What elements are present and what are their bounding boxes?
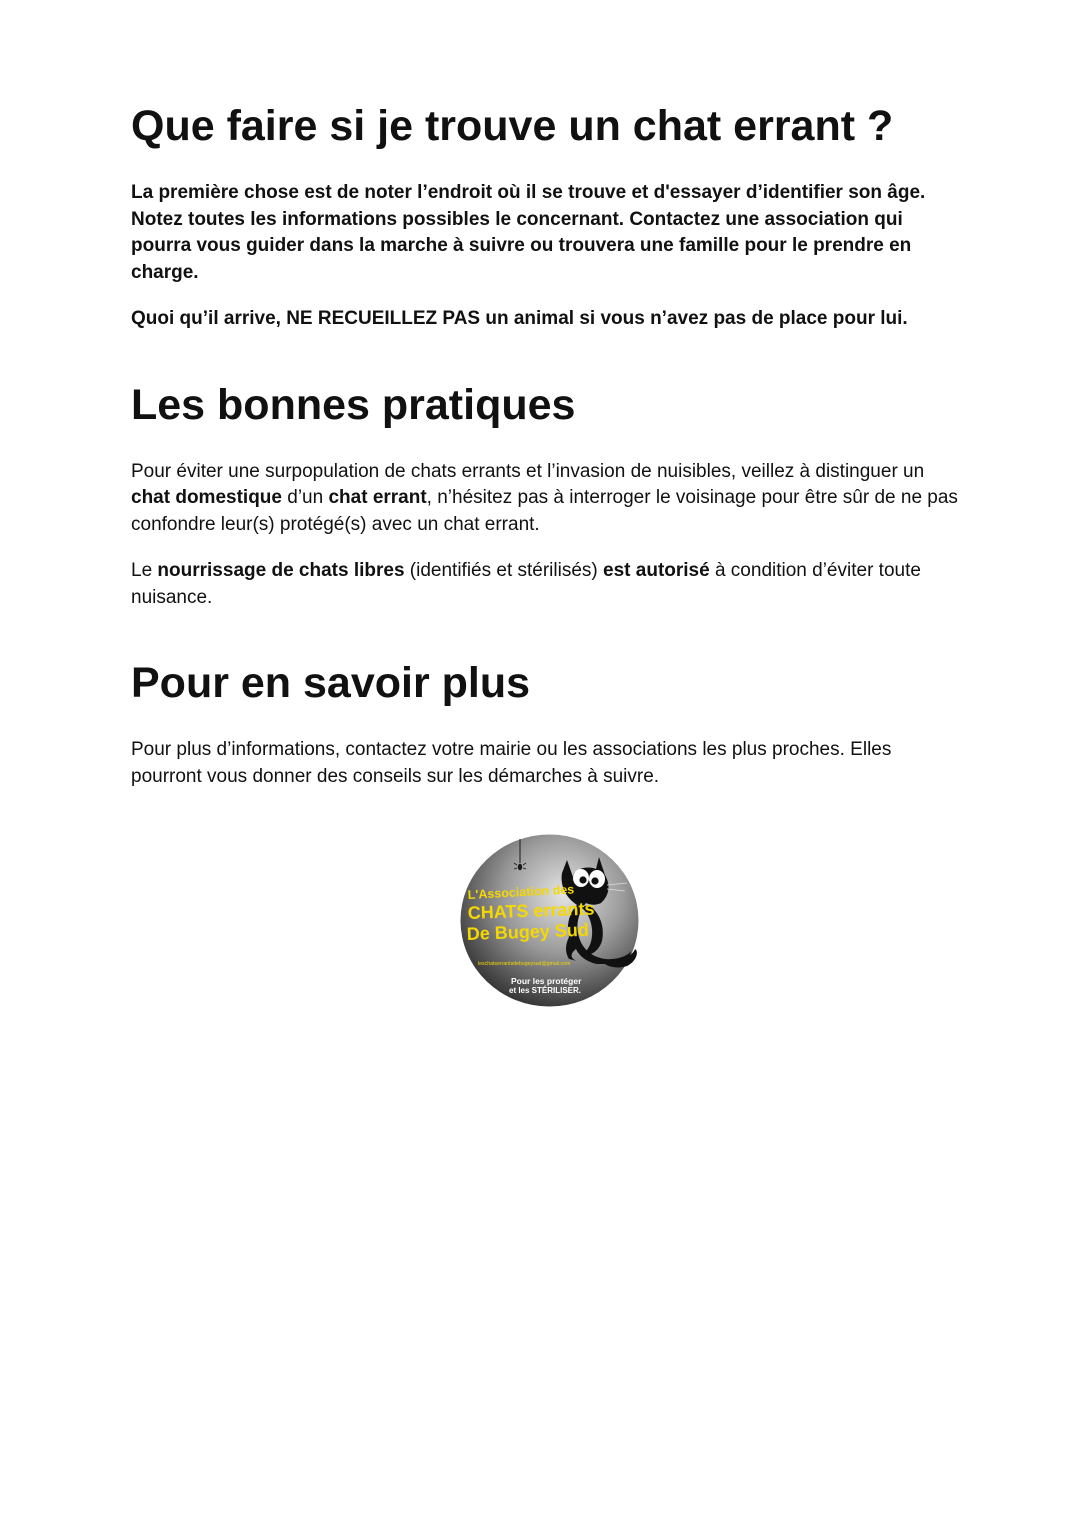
association-logo xyxy=(459,833,640,1008)
paragraph-contact: Pour plus d’informations, contactez votre mairie ou les associations les plus proches. Elles pourront vous donner des conseils sur les démarches à suivre. xyxy=(131,739,892,787)
logo-email: leschatserrantsdebugeysud@gmail.com xyxy=(478,961,571,967)
paragraph-first-steps: La première chose est de noter l’endroit où il se trouve et d'essayer d’identifier son âge. Notez toutes les informations possibles le concernant. Contactez une association qui pourra vous guider dans la marche à suivre ou trouvera une famille pour le prendre en charge. xyxy=(131,182,926,283)
logo-text-line2: CHATS errants xyxy=(467,898,595,923)
text-run-bold: chat domestique xyxy=(131,487,282,508)
heading-good-practices: Les bonnes pratiques xyxy=(131,380,576,429)
heading-learn-more: Pour en savoir plus xyxy=(131,659,531,707)
text-run: d’un xyxy=(281,487,329,508)
paragraph-distinguish xyxy=(131,459,961,539)
heading-stray-cat: Que faire si je trouve un chat errant ? xyxy=(131,102,894,150)
text-run-bold: nourrissage de chats libres xyxy=(157,560,405,581)
paragraph-feeding xyxy=(131,558,961,611)
text-run-bold: est autorisé xyxy=(603,560,710,581)
text-run: Pour éviter une surpopulation de chats errants et l’invasion de nuisibles, veillez à distinguer un xyxy=(131,460,925,482)
text-run: à condition d’éviter toute nuisance. xyxy=(131,560,921,608)
logo-text-line1: L'Association des xyxy=(467,882,575,902)
text-run-bold: chat errant xyxy=(328,487,427,508)
logo-text-line3: De Bugey Sud xyxy=(466,919,590,944)
logo-badge xyxy=(459,833,640,1008)
text-run: (identifiés et stérilisés) xyxy=(404,560,604,581)
logo-tagline2: et les STÉRILISER. xyxy=(509,986,582,995)
text-run: , n’hésitez pas à interroger le voisinage pour être sûr de ne pas confondre leur(s) protégé(s) avec un chat errant. xyxy=(131,487,958,535)
logo-tagline1: Pour les protéger xyxy=(511,976,582,986)
document-page xyxy=(131,100,961,790)
text-run: Le xyxy=(131,560,158,581)
paragraph-warning: Quoi qu’il arrive, NE RECUEILLEZ PAS un animal si vous n’avez pas de place pour lui. xyxy=(131,308,908,329)
